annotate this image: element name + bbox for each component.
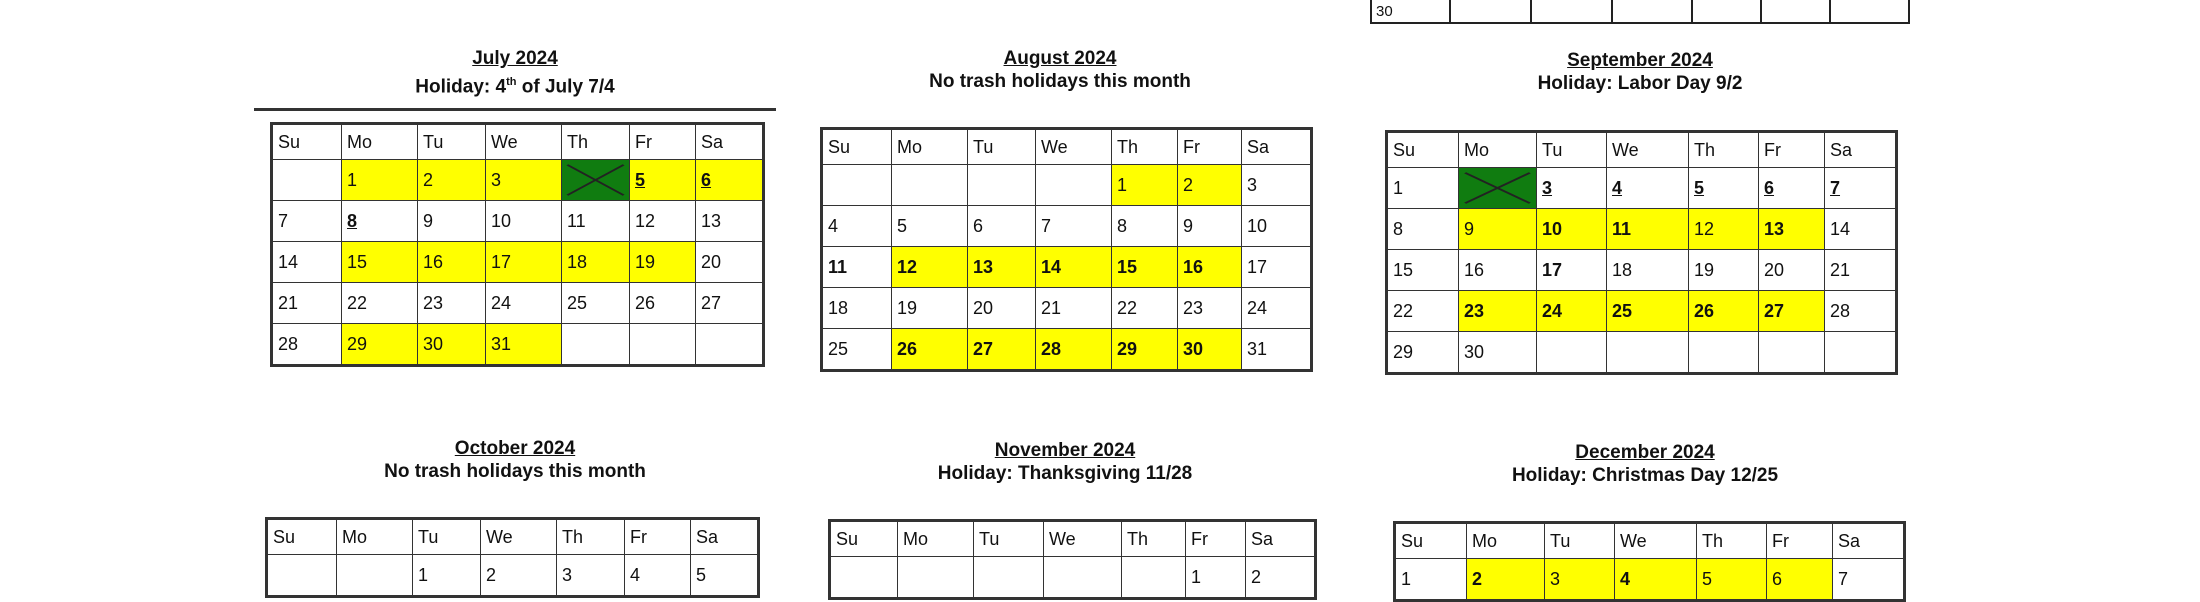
calendar-day: 22 — [1387, 291, 1459, 332]
calendar-day: 3 — [1242, 165, 1312, 206]
week-row — [272, 201, 764, 242]
empty-day — [974, 557, 1044, 599]
calendar-day: 26 — [630, 283, 696, 324]
empty-day — [892, 165, 968, 206]
highlighted-day: 25 — [1607, 291, 1689, 332]
weekday-thursday: Th — [1697, 523, 1767, 559]
calendar-day: 23 — [418, 283, 486, 324]
holiday-cell — [562, 160, 630, 201]
calendar-day: 1 — [413, 555, 481, 597]
calendar-day: 10 — [486, 201, 562, 242]
empty-day — [968, 165, 1036, 206]
highlighted-day: 28 — [1036, 329, 1112, 371]
month-header — [260, 48, 770, 99]
weekday-saturday: Sa — [1246, 521, 1316, 557]
weekday-wednesday: We — [486, 124, 562, 160]
weekday-wednesday: We — [1044, 521, 1122, 557]
weekday-friday: Fr — [1178, 129, 1242, 165]
empty-day — [1036, 165, 1112, 206]
highlighted-day: 23 — [1459, 291, 1537, 332]
calendar-day: 13 — [696, 201, 764, 242]
month-holiday-note: No trash holidays this month — [384, 461, 646, 482]
weekday-friday: Fr — [1767, 523, 1833, 559]
week-row — [822, 165, 1312, 206]
week-row — [1387, 168, 1897, 209]
weekday-header-row — [267, 519, 759, 555]
empty-day — [1044, 557, 1122, 599]
calendar-day: 21 — [1036, 288, 1112, 329]
week-row — [822, 288, 1312, 329]
weekday-header-row — [272, 124, 764, 160]
weekday-friday: Fr — [1186, 521, 1246, 557]
weekday-monday: Mo — [337, 519, 413, 555]
weekday-sunday: Su — [1395, 523, 1467, 559]
month-calendar-december — [1390, 442, 1900, 488]
empty-day — [696, 324, 764, 366]
calendar-day: 8 — [1112, 206, 1178, 247]
calendar-day: 5 — [691, 555, 759, 597]
highlighted-day: 26 — [892, 329, 968, 371]
highlighted-day: 11 — [1607, 209, 1689, 250]
weekday-monday: Mo — [898, 521, 974, 557]
month-holiday-note: Holiday: Thanksgiving 11/28 — [937, 463, 1193, 484]
calendar-day: 1 — [1395, 559, 1467, 601]
month-calendar-october — [260, 438, 770, 484]
weekday-header-row — [1395, 523, 1905, 559]
calendar-day: 3 — [557, 555, 625, 597]
calendar-day: 18 — [822, 288, 892, 329]
calendar-day — [1692, 0, 1761, 23]
week-row — [1387, 209, 1897, 250]
week-row — [1387, 332, 1897, 374]
month-calendar-july — [260, 48, 770, 99]
calendar-day: 21 — [272, 283, 342, 324]
empty-day — [830, 557, 898, 599]
month-title: September 2024 — [1567, 50, 1713, 71]
highlighted-day: 27 — [968, 329, 1036, 371]
calendar-day: 25 — [562, 283, 630, 324]
weekday-saturday: Sa — [1242, 129, 1312, 165]
calendar-day: 28 — [272, 324, 342, 366]
calendar-day: 7 — [1825, 168, 1897, 209]
month-holiday-note: Holiday: Christmas Day 12/25 — [1511, 465, 1779, 486]
calendar-day: 15 — [1387, 250, 1459, 291]
weekday-tuesday: Tu — [418, 124, 486, 160]
holiday-cell — [1459, 168, 1537, 209]
highlighted-day: 14 — [1036, 247, 1112, 288]
highlighted-day: 17 — [486, 242, 562, 283]
month-title: December 2024 — [1575, 442, 1715, 463]
calendar-day: 1 — [1387, 168, 1459, 209]
highlighted-day: 16 — [418, 242, 486, 283]
highlighted-day: 12 — [1689, 209, 1759, 250]
empty-day — [822, 165, 892, 206]
weekday-sunday: Su — [830, 521, 898, 557]
calendar-day: 30 — [1371, 0, 1450, 23]
weekday-wednesday: We — [481, 519, 557, 555]
calendar-day: 10 — [1242, 206, 1312, 247]
highlighted-day: 2 — [418, 160, 486, 201]
weekday-monday: Mo — [1467, 523, 1545, 559]
calendar-day: 8 — [342, 201, 418, 242]
weekday-tuesday: Tu — [974, 521, 1044, 557]
calendar-day: 6 — [1759, 168, 1825, 209]
calendar-day: 28 — [1825, 291, 1897, 332]
calendar-day: 3 — [1537, 168, 1607, 209]
empty-day — [337, 555, 413, 597]
weekday-saturday: Sa — [1833, 523, 1905, 559]
calendar-day: 18 — [1607, 250, 1689, 291]
highlighted-day: 15 — [342, 242, 418, 283]
calendar-grid-jul — [270, 122, 765, 367]
calendar-day: 14 — [1825, 209, 1897, 250]
calendar-day: 21 — [1825, 250, 1897, 291]
highlighted-day: 2 — [1178, 165, 1242, 206]
weekday-monday: Mo — [892, 129, 968, 165]
month-header — [1390, 442, 1900, 488]
calendar-day: 25 — [822, 329, 892, 371]
highlighted-day: 30 — [1178, 329, 1242, 371]
weekday-thursday: Th — [1689, 132, 1759, 168]
highlighted-day: 6 — [1767, 559, 1833, 601]
calendar-day: 2 — [1246, 557, 1316, 599]
month-title: October 2024 — [454, 438, 576, 459]
calendar-day: 20 — [696, 242, 764, 283]
highlighted-day: 24 — [1537, 291, 1607, 332]
month-header — [1385, 50, 1895, 96]
calendar-grid-oct — [265, 517, 760, 598]
calendar-day: 17 — [1537, 250, 1607, 291]
week-row — [822, 206, 1312, 247]
weekday-friday: Fr — [630, 124, 696, 160]
calendar-day: 22 — [1112, 288, 1178, 329]
weekday-friday: Fr — [1759, 132, 1825, 168]
empty-day — [1122, 557, 1186, 599]
weekday-friday: Fr — [625, 519, 691, 555]
weekday-header-row — [1387, 132, 1897, 168]
highlighted-day: 30 — [418, 324, 486, 366]
weekday-wednesday: We — [1607, 132, 1689, 168]
highlighted-day: 29 — [342, 324, 418, 366]
calendar-day: 19 — [1689, 250, 1759, 291]
empty-day — [272, 160, 342, 201]
highlighted-day: 9 — [1459, 209, 1537, 250]
highlighted-day: 12 — [892, 247, 968, 288]
highlighted-day: 6 — [696, 160, 764, 201]
weekday-wednesday: We — [1036, 129, 1112, 165]
month-title: November 2024 — [994, 440, 1136, 461]
holiday-x-icon — [1459, 168, 1536, 208]
week-row — [822, 247, 1312, 288]
calendar-grid-nov — [828, 519, 1317, 600]
weekday-header-row — [822, 129, 1312, 165]
calendar-day: 5 — [892, 206, 968, 247]
calendar-day: 2 — [481, 555, 557, 597]
calendar-grid-sep — [1385, 130, 1898, 375]
month-title: July 2024 — [472, 48, 558, 69]
calendar-day: 1 — [1186, 557, 1246, 599]
highlighted-day: 29 — [1112, 329, 1178, 371]
calendar-day: 24 — [486, 283, 562, 324]
weekday-saturday: Sa — [1825, 132, 1897, 168]
calendar-day: 7 — [272, 201, 342, 242]
calendar-day: 4 — [625, 555, 691, 597]
calendar-day: 23 — [1178, 288, 1242, 329]
highlighted-day: 5 — [630, 160, 696, 201]
month-calendar-november — [815, 440, 1315, 486]
empty-day — [267, 555, 337, 597]
calendar-day: 19 — [892, 288, 968, 329]
calendar-day: 9 — [418, 201, 486, 242]
highlighted-day: 4 — [1615, 559, 1697, 601]
calendar-day — [1531, 0, 1612, 23]
weekday-header-row — [830, 521, 1316, 557]
highlighted-day: 3 — [1545, 559, 1615, 601]
highlighted-day: 26 — [1689, 291, 1759, 332]
calendar-day — [1761, 0, 1830, 23]
highlighted-day: 10 — [1537, 209, 1607, 250]
week-row — [1387, 250, 1897, 291]
empty-day — [562, 324, 630, 366]
divider-line — [254, 108, 776, 111]
weekday-sunday: Su — [822, 129, 892, 165]
calendar-day: 20 — [968, 288, 1036, 329]
highlighted-day: 15 — [1112, 247, 1178, 288]
calendar-day: 27 — [696, 283, 764, 324]
highlighted-day: 5 — [1697, 559, 1767, 601]
empty-day — [630, 324, 696, 366]
calendar-day: 7 — [1036, 206, 1112, 247]
highlighted-day: 2 — [1467, 559, 1545, 601]
calendar-day: 11 — [562, 201, 630, 242]
calendar-grid-dec — [1393, 521, 1906, 602]
calendar-day: 8 — [1387, 209, 1459, 250]
weekday-thursday: Th — [562, 124, 630, 160]
weekday-tuesday: Tu — [968, 129, 1036, 165]
weekday-monday: Mo — [1459, 132, 1537, 168]
empty-day — [1607, 332, 1689, 374]
month-header — [810, 48, 1310, 94]
week-row — [272, 324, 764, 366]
month-header — [260, 438, 770, 484]
calendar-day: 4 — [822, 206, 892, 247]
highlighted-day: 13 — [968, 247, 1036, 288]
calendar-day: 9 — [1178, 206, 1242, 247]
calendar-day: 12 — [630, 201, 696, 242]
calendar-day: 16 — [1459, 250, 1537, 291]
calendar-day: 7 — [1833, 559, 1905, 601]
month-calendar-september — [1385, 50, 1895, 96]
highlighted-day: 16 — [1178, 247, 1242, 288]
highlighted-day: 31 — [486, 324, 562, 366]
week-row — [830, 557, 1316, 599]
month-holiday-note: Holiday: Labor Day 9/2 — [1537, 73, 1743, 94]
weekday-sunday: Su — [1387, 132, 1459, 168]
month-holiday-note: No trash holidays this month — [929, 71, 1191, 92]
highlighted-day: 27 — [1759, 291, 1825, 332]
highlighted-day: 19 — [630, 242, 696, 283]
calendar-day: 11 — [822, 247, 892, 288]
weekday-saturday: Sa — [696, 124, 764, 160]
weekday-sunday: Su — [272, 124, 342, 160]
month-header — [815, 440, 1315, 486]
highlighted-day: 1 — [342, 160, 418, 201]
weekday-saturday: Sa — [691, 519, 759, 555]
weekday-thursday: Th — [557, 519, 625, 555]
calendar-day: 31 — [1242, 329, 1312, 371]
holiday-x-icon — [562, 160, 629, 200]
calendar-day: 22 — [342, 283, 418, 324]
week-row — [272, 283, 764, 324]
calendar-day: 14 — [272, 242, 342, 283]
calendar-grid-aug — [820, 127, 1313, 372]
week-row — [1395, 559, 1905, 601]
weekday-sunday: Su — [267, 519, 337, 555]
week-row — [272, 242, 764, 283]
weekday-thursday: Th — [1122, 521, 1186, 557]
calendar-day — [1830, 0, 1909, 23]
highlighted-day: 13 — [1759, 209, 1825, 250]
calendar-day: 24 — [1242, 288, 1312, 329]
calendar-day: 6 — [968, 206, 1036, 247]
weekday-wednesday: We — [1615, 523, 1697, 559]
weekday-tuesday: Tu — [413, 519, 481, 555]
month-title: August 2024 — [1003, 48, 1117, 69]
weekday-tuesday: Tu — [1545, 523, 1615, 559]
calendar-day: 4 — [1607, 168, 1689, 209]
week-row — [272, 160, 764, 201]
empty-day — [1537, 332, 1607, 374]
calendar-day: 5 — [1689, 168, 1759, 209]
calendar-day: 29 — [1387, 332, 1459, 374]
empty-day — [1825, 332, 1897, 374]
previous-month-fragment — [1370, 0, 1910, 24]
calendar-day: 20 — [1759, 250, 1825, 291]
month-holiday-note: Holiday: 4th of July 7/4 — [415, 76, 615, 98]
empty-day — [1689, 332, 1759, 374]
calendar-day: 17 — [1242, 247, 1312, 288]
weekday-thursday: Th — [1112, 129, 1178, 165]
weekday-tuesday: Tu — [1537, 132, 1607, 168]
highlighted-day: 3 — [486, 160, 562, 201]
highlighted-day: 1 — [1112, 165, 1178, 206]
highlighted-day: 18 — [562, 242, 630, 283]
weekday-monday: Mo — [342, 124, 418, 160]
month-calendar-august — [810, 48, 1310, 94]
week-row — [267, 555, 759, 597]
calendar-day: 30 — [1459, 332, 1537, 374]
week-row — [822, 329, 1312, 371]
empty-day — [1759, 332, 1825, 374]
week-row — [1387, 291, 1897, 332]
calendar-day — [1450, 0, 1531, 23]
empty-day — [898, 557, 974, 599]
calendar-day — [1612, 0, 1693, 23]
